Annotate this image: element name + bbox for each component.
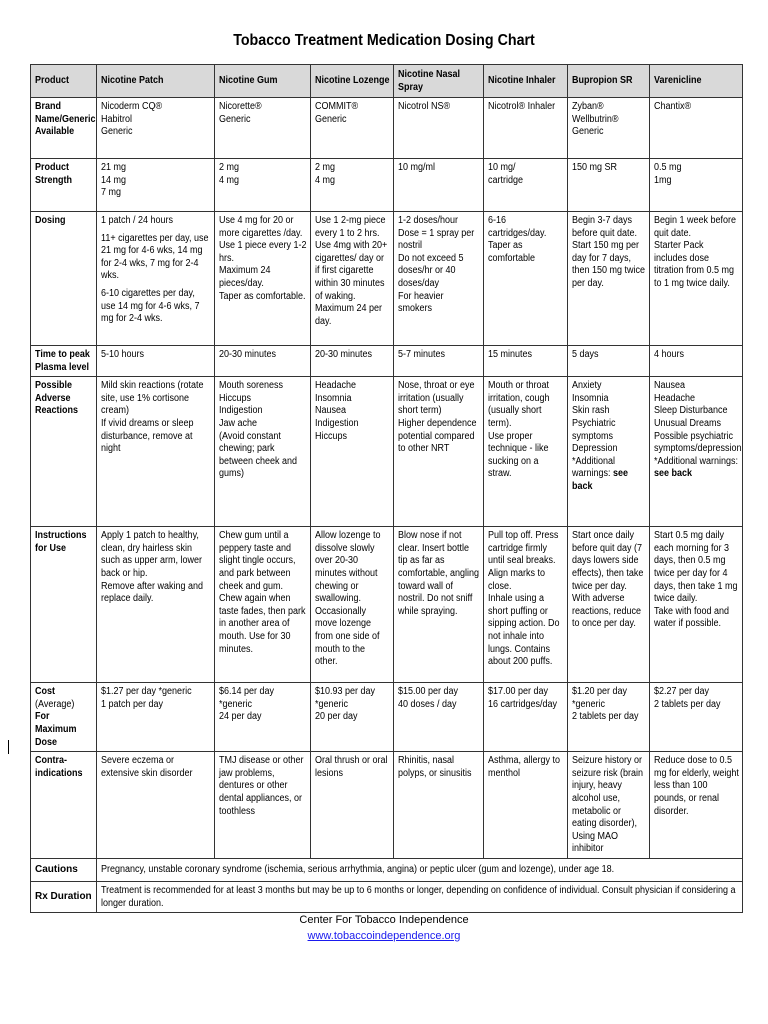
row-label-rx-duration: Rx Duration xyxy=(31,881,97,912)
table-cell xyxy=(215,212,311,346)
cell-line: Possible psychiatric symptoms/depression xyxy=(654,430,742,455)
cell-line: 2 mg xyxy=(315,162,336,173)
table-cell xyxy=(215,683,311,752)
cell-line: Nicotrol® Inhaler xyxy=(488,101,556,112)
cell-line: $1.27 per day *generic xyxy=(101,686,192,698)
cell-line: Use 1 piece every 1-2 hrs. xyxy=(219,240,307,264)
cell-line: *Additional warnings: see back xyxy=(654,455,739,480)
cell-line: 150 mg SR xyxy=(572,162,618,173)
cell-line: 5 days xyxy=(572,349,599,360)
cell-line: Chantix® xyxy=(654,101,692,112)
cell-line: 20-30 minutes xyxy=(219,349,277,360)
cell-line: Unusual Dreams xyxy=(654,417,722,429)
cell-line: Nausea xyxy=(315,405,347,417)
header-varenicline: Varenicline xyxy=(650,65,743,98)
cursor-mark xyxy=(8,740,9,754)
cell-line: Asthma, allergy to menthol xyxy=(488,755,561,779)
cell-line: TMJ disease or other jaw problems, dentures or other dental appliances, or toothless xyxy=(219,755,304,817)
cell-line: $17.00 per day xyxy=(488,686,549,698)
cell-line: cartridge xyxy=(488,174,524,186)
cell-line: For heavier smokers xyxy=(398,290,444,315)
cell-line: Nose, throat or eye irritation (usually short term) xyxy=(398,380,475,417)
cell-line: Use 1 2-mg piece every 1 to 2 hrs. xyxy=(315,215,386,239)
table-cell xyxy=(97,377,215,527)
cell-line: Headache xyxy=(654,392,696,404)
cell-line: 1 patch / 24 hours xyxy=(101,215,174,226)
table-cell xyxy=(311,159,394,212)
cell-line: Start once daily before quit day (7 days lowers side effects), then take twice per day. xyxy=(572,530,644,592)
table-cell xyxy=(568,98,650,159)
cell-line: Habitrol xyxy=(101,113,133,125)
table-cell xyxy=(97,683,215,752)
table-cell xyxy=(311,212,394,346)
table-row xyxy=(31,377,743,527)
cell-line: Available xyxy=(35,126,75,138)
header-nicotine-inhaler: Nicotine Inhaler xyxy=(484,65,568,98)
table-cell xyxy=(394,159,484,212)
table-row xyxy=(31,683,743,752)
cell-line: Headache xyxy=(315,380,357,392)
table-cell xyxy=(215,377,311,527)
cell-line: Start 150 mg per day for 7 days, then 150 mg twice per day. xyxy=(572,240,646,289)
cell-line: Nicotrol NS® xyxy=(398,101,451,112)
cell-line: 5-10 hours xyxy=(101,349,145,360)
cell-line: Do not exceed 5 doses/hr or 40 doses/day xyxy=(398,252,464,289)
cell-line: 0.5 mg xyxy=(654,162,682,173)
cell-line: 1 patch per day xyxy=(101,698,164,710)
table-row xyxy=(31,159,743,212)
table-cell xyxy=(97,346,215,377)
table-row xyxy=(31,212,743,346)
cell-line: Generic xyxy=(219,113,251,125)
table-cell xyxy=(394,212,484,346)
cell-line: Allow lozenge to dissolve slowly over 20-30 minutes without chewing or swallowing. xyxy=(315,530,381,605)
table-cell xyxy=(394,527,484,683)
cell-line: Hiccups xyxy=(315,430,348,442)
cell-line: Pull top off. Press cartridge firmly until seal breaks. Align marks to close. xyxy=(488,530,559,592)
cell-line: Adverse xyxy=(35,392,71,404)
cell-line: Generic xyxy=(315,113,347,125)
cell-line: 4 hours xyxy=(654,349,685,360)
table-row-cautions xyxy=(31,858,743,881)
cell-line: 20-30 minutes xyxy=(315,349,373,360)
table-cell xyxy=(394,752,484,859)
table-cell xyxy=(568,377,650,527)
cell-line: Generic xyxy=(572,126,604,138)
cell-line: $10.93 per day *generic xyxy=(315,686,376,710)
table-cell xyxy=(215,752,311,859)
table-cell xyxy=(650,98,743,159)
table-cell xyxy=(484,527,568,683)
cell-line: Dose = 1 spray per nostril xyxy=(398,227,475,252)
table-cell xyxy=(568,527,650,683)
cell-line: 4 mg xyxy=(315,174,336,186)
row-label-product-strength xyxy=(31,159,97,212)
cell-line: 4 mg xyxy=(219,174,240,186)
cell-line: $15.00 per day xyxy=(398,686,459,698)
cell-line: 5-7 minutes xyxy=(398,349,446,360)
cell-line: Severe eczema or extensive skin disorder xyxy=(101,755,193,779)
table-cell xyxy=(484,346,568,377)
cell-line: Apply 1 patch to healthy, clean, dry hairless skin such as upper arm, lower back or hip. xyxy=(101,530,203,579)
cell-line: Zyban® Wellbutrin® xyxy=(572,101,619,125)
table-cell xyxy=(394,346,484,377)
cell-line: Occasionally move lozenge from one side of mouth to the other. xyxy=(315,605,380,668)
header-nicotine-lozenge: Nicotine Lozenge xyxy=(311,65,394,98)
cell-line: If vivid dreams or sleep disturbance, remove at night xyxy=(101,417,194,455)
cell-line: For Maximum xyxy=(35,711,77,735)
table-cell xyxy=(311,527,394,683)
table-cell xyxy=(394,683,484,752)
cell-line: Taper as comfortable. xyxy=(219,290,306,302)
cell-line: Dosing xyxy=(35,215,66,226)
cell-line: 2 mg xyxy=(219,162,240,173)
row-label-cautions: Cautions xyxy=(31,858,97,881)
cell-line: $2.27 per day xyxy=(654,686,710,698)
footer xyxy=(0,912,768,944)
table-cell xyxy=(97,527,215,683)
table-cell xyxy=(484,752,568,859)
cell-line: Begin 3-7 days before quit date. xyxy=(572,215,638,239)
table-cell xyxy=(97,212,215,346)
cell-line: Mild skin reactions (rotate site, use 1% cortisone cream) xyxy=(101,380,204,417)
table-cell xyxy=(484,212,568,346)
row-label-time-to-peak-plasma-level xyxy=(31,346,97,377)
cell-line: 2 tablets per day xyxy=(572,711,639,723)
cell-line: Generic xyxy=(101,126,133,138)
table-cell xyxy=(650,752,743,859)
cell-line: Higher dependence potential compared to other NRT xyxy=(398,417,477,455)
cell-line: Brand xyxy=(35,101,62,112)
cell-line: Chew gum until a peppery taste and slight tingle occurs, and park between cheek and gum. Chew again when taste fades, then park in another area of mouth. Use for 30 minutes. xyxy=(219,530,306,655)
header-nicotine-gum: Nicotine Gum xyxy=(215,65,311,98)
cell-line: Indigestion xyxy=(315,417,359,429)
header-nicotine-nasal-spray: Nicotine Nasal Spray xyxy=(394,65,484,98)
cell-line: Insomnia xyxy=(572,392,609,404)
cell-line: Possible xyxy=(35,380,73,392)
cell-line: Mouth soreness xyxy=(219,380,284,392)
cell-line: Nausea xyxy=(654,380,686,392)
cell-line: Cost (Average) xyxy=(35,686,75,710)
cautions-line: Pregnancy, unstable coronary syndrome (ischemia, serious arrhythmia, angina) or peptic ulcer (gum and lozenge), under age 18. xyxy=(101,864,615,876)
cell-line: With adverse reactions, reduce to once per day. xyxy=(572,593,642,630)
cell-line: Jaw ache xyxy=(219,417,258,429)
table-row xyxy=(31,752,743,859)
table-cell xyxy=(650,212,743,346)
table-row xyxy=(31,346,743,377)
dosing-chart-table xyxy=(30,64,743,913)
header-bupropion-sr: Bupropion SR xyxy=(568,65,650,98)
cell-line: Inhale using a short puffing or sipping action. Do not inhale into lungs. Contains about 200 puffs. xyxy=(488,593,560,668)
rx-duration-line: Treatment is recommended for at least 3 months but may be up to 6 months or longer, depending on confidence of individual. Consult physician if considering a longer duration. xyxy=(101,884,736,909)
cell-line: Rhinitis, nasal polyps, or sinusitis xyxy=(398,755,472,779)
cell-line: 14 mg xyxy=(101,174,127,186)
cell-line: Name/Generic xyxy=(35,113,96,125)
cautions-text xyxy=(97,858,743,881)
cell-line: Mouth or throat irritation, cough (usually short term). xyxy=(488,380,550,429)
row-label-dosing xyxy=(31,212,97,346)
cell-line: 15 minutes xyxy=(488,349,533,360)
cell-line: Indigestion xyxy=(219,405,263,417)
table-cell xyxy=(568,212,650,346)
cell-line: Product xyxy=(35,162,70,173)
table-cell xyxy=(394,98,484,159)
cell-line: 10 mg/ml xyxy=(398,162,436,173)
row-label-cost-average-for-maximum-dose xyxy=(31,683,97,752)
table-cell xyxy=(215,159,311,212)
table-cell xyxy=(484,377,568,527)
cell-line: 1mg xyxy=(654,174,672,186)
cell-line: Take with food and water if possible. xyxy=(654,605,730,630)
table-header-row xyxy=(31,65,743,98)
table-cell xyxy=(215,527,311,683)
table-cell xyxy=(97,98,215,159)
cell-line: Taper as comfortable xyxy=(488,240,536,264)
table-row xyxy=(31,527,743,683)
cell-line: Instructions xyxy=(35,530,87,542)
cell-line: 20 per day xyxy=(315,711,358,723)
cell-line: 7 mg xyxy=(101,187,122,199)
cell-line: Blow nose if not clear. Insert bottle tip as far as comfortable, angling toward wall of nostril. Do not sniff while spraying. xyxy=(398,530,480,617)
table-cell xyxy=(97,159,215,212)
cell-line: $1.20 per day *generic xyxy=(572,686,628,710)
table-cell xyxy=(484,159,568,212)
cell-line: Use 4mg with 20+ cigarettes/ day or if first cigarette within 30 minutes of waking. Maximum 24 per day. xyxy=(315,240,388,327)
cell-line: 6-16 cartridges/day. xyxy=(488,215,547,239)
cell-line: 40 doses / day xyxy=(398,698,457,710)
table-cell xyxy=(650,346,743,377)
row-label-contra-indications xyxy=(31,752,97,859)
cell-line: Start 0.5 mg daily each morning for 3 days, then 0.5 mg twice per day for 4 days, then take 1 mg twice daily. xyxy=(654,530,738,605)
row-label-instructions-for-use xyxy=(31,527,97,683)
cell-line: Use proper technique - like sucking on a straw. xyxy=(488,430,549,480)
cell-line: 1-2 doses/hour xyxy=(398,215,459,226)
table-cell xyxy=(568,752,650,859)
cell-line: Dose xyxy=(35,736,58,748)
cell-line: Begin 1 week before quit date. xyxy=(654,215,737,239)
rx-duration-text xyxy=(97,881,743,912)
cell-line: Starter Pack includes dose titration from 0.5 mg to 1 mg twice daily. xyxy=(654,240,735,289)
cell-line: 24 per day xyxy=(219,711,262,723)
cell-line: indications xyxy=(35,767,83,779)
table-cell xyxy=(568,683,650,752)
table-cell xyxy=(568,159,650,212)
table-row xyxy=(31,98,743,159)
cell-line: Strength xyxy=(35,174,72,186)
cell-line: $6.14 per day *generic xyxy=(219,686,275,710)
cell-line: 10 mg/ xyxy=(488,162,516,173)
table-cell xyxy=(311,752,394,859)
cell-line: Time to peak xyxy=(35,349,90,360)
table-cell xyxy=(568,346,650,377)
cell-line: Hiccups xyxy=(219,392,252,404)
cell-line: Nicoderm CQ® xyxy=(101,101,163,112)
table-cell xyxy=(650,159,743,212)
cell-line: Remove after waking and replace daily. xyxy=(101,580,204,605)
footer-org: Center For Tobacco Independence xyxy=(299,914,469,926)
cell-line: 6-10 cigarettes per day, use 14 mg for 4-6 wks, 7 mg for 2-4 wks. xyxy=(101,287,200,325)
footer-website-link[interactable]: www.tobaccoindependence.org xyxy=(307,930,461,942)
cell-line: 21 mg xyxy=(101,162,127,173)
cell-line: (Avoid constant chewing; park between cheek and gums) xyxy=(219,430,298,480)
cell-line: Seizure history or seizure risk (brain injury, heavy alcohol use, metabolic or eating disorder), Using MAO inhibitor xyxy=(572,755,644,855)
table-cell xyxy=(311,683,394,752)
cell-line: 11+ cigarettes per day, use 21 mg for 4-6 wks, 14 mg for 2-4 wks, 7 mg for 2-4 wks. xyxy=(101,232,209,282)
table-cell xyxy=(484,98,568,159)
table-cell xyxy=(650,527,743,683)
cell-line: Skin rash xyxy=(572,405,610,417)
table-row-rx-duration xyxy=(31,881,743,912)
cell-line: Reduce dose to 0.5 mg for elderly, weight less than 100 pounds, or renal disorder. xyxy=(654,755,739,817)
page-title: Tobacco Treatment Medication Dosing Chart xyxy=(233,32,535,49)
table-cell xyxy=(311,377,394,527)
row-label-brand-name-generic-available xyxy=(31,98,97,159)
cell-line: Plasma level xyxy=(35,361,90,373)
cell-line: Insomnia xyxy=(315,392,352,404)
cell-line: 2 tablets per day xyxy=(654,698,721,710)
table-cell xyxy=(650,683,743,752)
table-cell xyxy=(215,346,311,377)
table-cell xyxy=(311,98,394,159)
cell-line: Sleep Disturbance xyxy=(654,405,728,417)
cell-line: Reactions xyxy=(35,405,79,417)
header-product: Product xyxy=(31,65,97,98)
cell-line: Nicorette® xyxy=(219,101,262,112)
cell-line: Contra- xyxy=(35,755,68,767)
table-cell xyxy=(484,683,568,752)
table-cell xyxy=(394,377,484,527)
cell-line: Maximum 24 pieces/day. xyxy=(219,265,271,289)
cell-line: Use 4 mg for 20 or more cigarettes /day. xyxy=(219,215,303,239)
cell-line: Psychiatric symptoms xyxy=(572,417,616,442)
table-cell xyxy=(215,98,311,159)
cell-line: Anxiety xyxy=(572,380,602,392)
table-cell xyxy=(311,346,394,377)
row-label-possible-adverse-reactions xyxy=(31,377,97,527)
table-cell xyxy=(97,752,215,859)
table-cell xyxy=(650,377,743,527)
cell-line: 16 cartridges/day xyxy=(488,698,558,710)
cell-line: for Use xyxy=(35,542,67,554)
cell-line: COMMIT® xyxy=(315,101,359,112)
cell-line: *Additional warnings: see back xyxy=(572,455,629,492)
header-nicotine-patch: Nicotine Patch xyxy=(97,65,215,98)
cell-line: Depression xyxy=(572,443,618,455)
cell-line: Oral thrush or oral lesions xyxy=(315,755,388,779)
